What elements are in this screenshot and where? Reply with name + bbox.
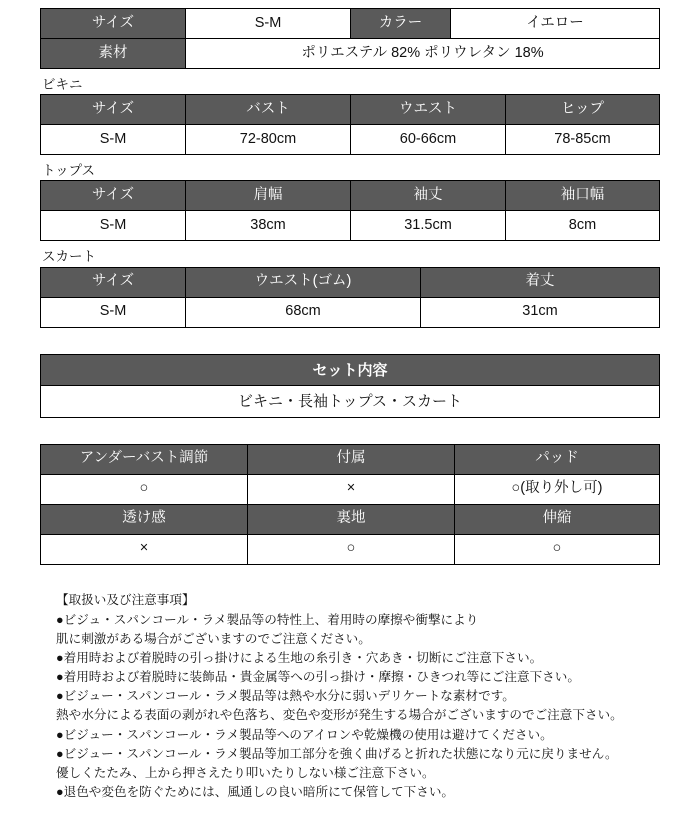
caption-bikini: ビキニ [42,77,83,92]
bikini-measurement-table [40,94,660,155]
col-header-hip: ヒップ [506,95,660,125]
set-contents-block [40,354,660,418]
table-row [41,125,660,155]
care-note-line: ●着用時および着脱時の引っ掛けによる生地の糸引き・穴あき・切断にご注意下さい。 [56,650,543,665]
col-header-total-length: 着丈 [421,267,660,297]
basic-info-table [40,8,660,69]
col-header-waist-elastic: ウエスト(ゴム) [186,267,421,297]
value-accessory: × [248,474,455,504]
value-size: S‐M [41,211,186,241]
value-hip: 78-85cm [506,125,660,155]
table-row [41,95,660,125]
col-header-shoulder: 肩幅 [186,181,351,211]
col-header-cuff-width: 袖口幅 [506,181,660,211]
value-size: S‐M [41,297,186,327]
col-header-bust: バスト [186,95,351,125]
table-row [41,297,660,327]
value-total-length: 31cm [421,297,660,327]
col-header-waist: ウエスト [351,95,506,125]
table-row [41,267,660,297]
care-note-line: ●ビジュ・スパンコール・ラメ製品等の特性上、着用時の摩擦や衝撃により [56,612,479,627]
col-header-lining: 裏地 [248,504,455,534]
col-header-size: サイズ [41,95,186,125]
table-row [41,9,660,39]
col-header-underbust-adjust: アンダーバスト調節 [41,444,248,474]
care-note-line: ●ビジュー・スパンコール・ラメ製品等は熱や水分に弱いデリケートな素材です。 [56,689,515,704]
color-value: イエロー [451,9,660,39]
col-header-size: サイズ [41,181,186,211]
skirt-measurement-table [40,267,660,328]
value-sleeve-length: 31.5cm [351,211,506,241]
care-note-line: 熱や水分による表面の剥がれや色落ち、変色や変形が発生する場合がございますのでご注意下さい。 [56,708,623,723]
col-header-size: サイズ [41,267,186,297]
value-lining: ○ [248,534,455,564]
value-sheerness: × [41,534,248,564]
table-row [41,504,660,534]
caption-tops: トップス [42,163,96,179]
features-table [40,444,660,565]
col-header-stretch: 伸縮 [455,504,660,534]
material-label: 素材 [41,39,186,69]
table-row [41,181,660,211]
set-contents-body: ビキニ・長袖トップス・スカート [40,386,660,418]
table-row [41,211,660,241]
tops-measurement-table [40,180,660,241]
care-note-line: ●ビジュー・スパンコール・ラメ製品等へのアイロンや乾燥機の使用は避けてください。 [56,727,553,742]
size-label: サイズ [41,9,186,39]
set-contents-title: セット内容 [40,354,660,386]
care-notes-title: 【取扱い及び注意事項】 [56,592,195,607]
table-row [41,534,660,564]
size-value: S‐M [186,9,351,39]
table-row [41,39,660,69]
col-header-pad: パッド [455,444,660,474]
value-waist: 60-66cm [351,125,506,155]
care-notes [40,591,660,803]
value-underbust-adjust: ○ [41,474,248,504]
care-note-line: ●ビジュー・スパンコール・ラメ製品等加工部分を強く曲げると折れた状態になり元に戻りません。 [56,746,618,761]
value-size: S‐M [41,125,186,155]
spacer [40,328,660,354]
col-header-accessory: 付属 [248,444,455,474]
caption-skirt: スカート [42,249,96,265]
material-value: ポリエステル 82% ポリウレタン 18% [186,39,660,69]
table-row [41,444,660,474]
care-note-line: ●退色や変色を防ぐためには、風通しの良い暗所にて保管して下さい。 [56,784,455,799]
care-note-line: ●着用時および着脱時に装飾品・貴金属等への引っ掛け・摩擦・ひきつれ等にご注意下さい。 [56,670,580,685]
color-label: カラー [351,9,451,39]
value-shoulder: 38cm [186,211,351,241]
care-note-line: 優しくたたみ、上から押さえたり叩いたりしない様ご注意下さい。 [56,765,435,780]
care-note-line: 肌に刺激がある場合がございますのでご注意ください。 [56,631,371,646]
value-bust: 72-80cm [186,125,351,155]
value-waist-elastic: 68cm [186,297,421,327]
value-pad: ○(取り外し可) [455,474,660,504]
value-stretch: ○ [455,534,660,564]
col-header-sleeve-length: 袖丈 [351,181,506,211]
col-header-sheerness: 透け感 [41,504,248,534]
table-row [41,474,660,504]
value-cuff-width: 8cm [506,211,660,241]
spacer [40,418,660,444]
